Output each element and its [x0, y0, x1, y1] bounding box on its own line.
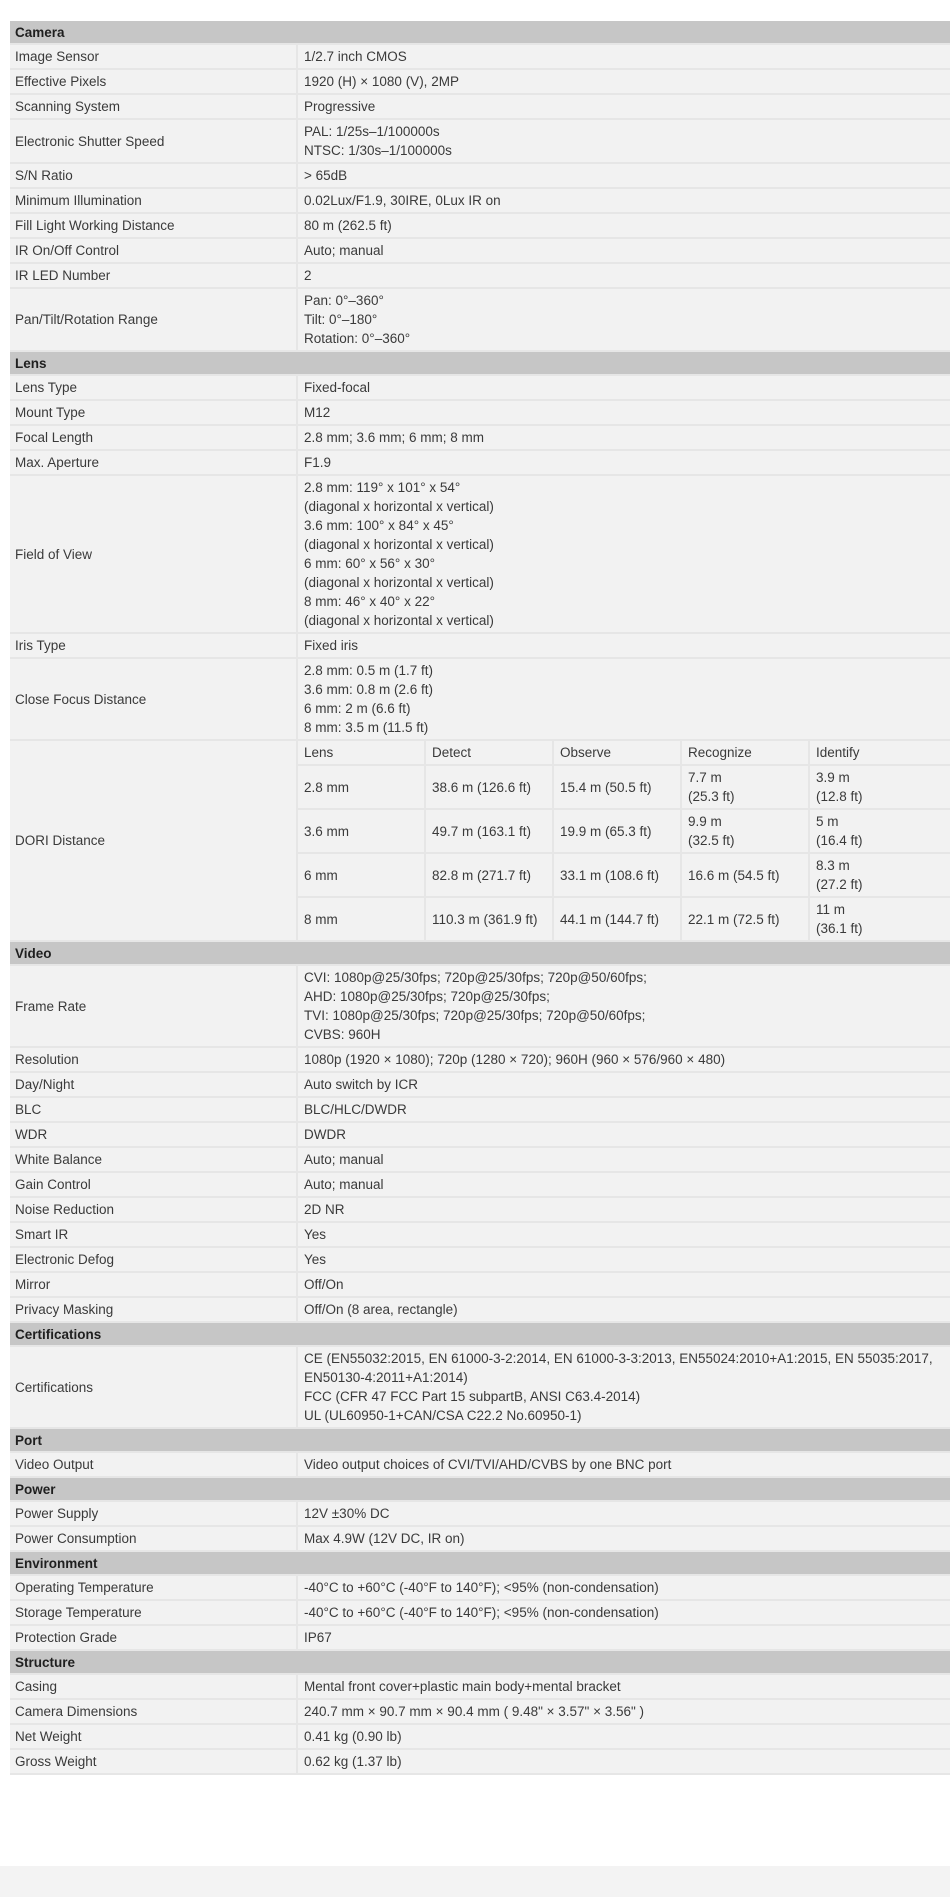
value-line: 8 mm — [304, 911, 338, 927]
spec-label: Protection Grade — [10, 1626, 298, 1649]
spec-row — [10, 1148, 950, 1173]
spec-row — [10, 659, 950, 741]
spec-label: Storage Temperature — [10, 1601, 298, 1624]
spec-value — [298, 1626, 950, 1649]
value-line: (16.4 ft) — [816, 833, 863, 848]
spec-value — [298, 634, 950, 657]
dori-cell — [682, 810, 810, 852]
section-header-lens: Lens — [10, 352, 950, 376]
value-line: 15.4 m (50.5 ft) — [560, 779, 652, 795]
value-line: -40°C to +60°C (-40°F to 140°F); <95% (non-condensation) — [304, 1605, 659, 1620]
dori-header — [298, 741, 950, 766]
spec-label: Net Weight — [10, 1725, 298, 1748]
spec-label: Operating Temperature — [10, 1576, 298, 1599]
value-line: Fixed-focal — [304, 380, 371, 395]
spec-label: Smart IR — [10, 1223, 298, 1246]
spec-row — [10, 120, 950, 164]
value-line: 3.6 mm — [304, 823, 350, 839]
value-line: Rotation: 0°–360° — [304, 331, 411, 346]
dori-header-cell — [810, 741, 950, 764]
spec-value — [298, 289, 950, 350]
value-line: 49.7 m (163.1 ft) — [432, 823, 532, 839]
spec-row — [10, 1700, 950, 1725]
value-line: 2.8 mm: 0.5 m (1.7 ft) — [304, 663, 434, 678]
spec-label: IR LED Number — [10, 264, 298, 287]
value-line: 9.9 m — [688, 814, 722, 829]
value-line: IP67 — [304, 1630, 332, 1645]
spec-label: Max. Aperture — [10, 451, 298, 474]
spec-value — [298, 659, 950, 739]
spec-label: Power Consumption — [10, 1527, 298, 1550]
spec-value — [298, 1073, 950, 1096]
dori-table-row — [298, 898, 950, 940]
spec-label: Camera Dimensions — [10, 1700, 298, 1723]
spec-label: Iris Type — [10, 634, 298, 657]
spec-row — [10, 1527, 950, 1552]
spec-label: Video Output — [10, 1453, 298, 1476]
dori-cell — [426, 810, 554, 852]
spec-row — [10, 164, 950, 189]
dori-header-cell — [426, 741, 554, 764]
spec-label: Image Sensor — [10, 45, 298, 68]
value-line: 1080p (1920 × 1080); 720p (1280 × 720); 960H (960 × 576/960 × 480) — [304, 1052, 726, 1067]
dori-table-row — [298, 854, 950, 898]
value-line: (12.8 ft) — [816, 789, 863, 804]
spec-value — [298, 1148, 950, 1171]
spec-value — [298, 1725, 950, 1748]
section-header-port: Port — [10, 1429, 950, 1453]
spec-label: Electronic Shutter Speed — [10, 120, 298, 162]
section-header-certifications: Certifications — [10, 1323, 950, 1347]
value-line: Mental front cover+plastic main body+mental bracket — [304, 1679, 621, 1694]
dori-cell — [298, 810, 426, 852]
value-line: Pan: 0°–360° — [304, 293, 384, 308]
spec-value — [298, 1223, 950, 1246]
dori-header-cell — [298, 741, 426, 764]
spec-value — [298, 1098, 950, 1121]
spec-label: Gain Control — [10, 1173, 298, 1196]
spec-row — [10, 1725, 950, 1750]
value-line: Auto switch by ICR — [304, 1077, 419, 1092]
spec-row — [10, 634, 950, 659]
spec-row — [10, 1453, 950, 1478]
dori-cell — [554, 854, 682, 896]
spec-row — [10, 1073, 950, 1098]
value-line: 82.8 m (271.7 ft) — [432, 867, 532, 883]
spec-row — [10, 1675, 950, 1700]
spec-label: Mount Type — [10, 401, 298, 424]
spec-value — [298, 476, 950, 632]
value-line: (diagonal x horizontal x vertical) — [304, 613, 494, 628]
dori-cell — [810, 766, 950, 808]
spec-label: Lens Type — [10, 376, 298, 399]
value-line: TVI: 1080p@25/30fps; 720p@25/30fps; 720p@50/60fps; — [304, 1008, 646, 1023]
spec-value — [298, 451, 950, 474]
value-line: (diagonal x horizontal x vertical) — [304, 499, 494, 514]
section-header-environment: Environment — [10, 1552, 950, 1576]
value-line: Off/On — [304, 1277, 344, 1292]
value-line: 0.41 kg (0.90 lb) — [304, 1729, 402, 1744]
value-line: 6 mm: 60° x 56° x 30° — [304, 556, 435, 571]
spec-label: Gross Weight — [10, 1750, 298, 1773]
value-line: 33.1 m (108.6 ft) — [560, 867, 660, 883]
spec-label: Effective Pixels — [10, 70, 298, 93]
value-line: 0.62 kg (1.37 lb) — [304, 1754, 402, 1769]
value-line: Auto; manual — [304, 243, 384, 258]
value-line: > 65dB — [304, 168, 348, 183]
dori-table — [298, 741, 950, 940]
value-line: (diagonal x horizontal x vertical) — [304, 537, 494, 552]
spec-label: Noise Reduction — [10, 1198, 298, 1221]
spec-value — [298, 1675, 950, 1698]
spec-value — [298, 1576, 950, 1599]
dori-cell — [426, 766, 554, 808]
spec-value — [298, 376, 950, 399]
value-line: 5 m — [816, 814, 839, 829]
spec-value — [298, 264, 950, 287]
spec-label: Privacy Masking — [10, 1298, 298, 1321]
spec-value — [298, 1273, 950, 1296]
spec-value — [298, 1123, 950, 1146]
value-line: BLC/HLC/DWDR — [304, 1102, 407, 1117]
spec-label: BLC — [10, 1098, 298, 1121]
spec-value — [298, 1298, 950, 1321]
value-line: 8 mm: 46° x 40° x 22° — [304, 594, 435, 609]
value-line: 0.02Lux/F1.9, 30IRE, 0Lux IR on — [304, 193, 501, 208]
value-line: 2 — [304, 268, 312, 283]
value-line: 19.9 m (65.3 ft) — [560, 823, 652, 839]
spec-label: Focal Length — [10, 426, 298, 449]
spec-row — [10, 189, 950, 214]
spec-row — [10, 1048, 950, 1073]
spec-row — [10, 1298, 950, 1323]
value-line: EN50130-4:2011+A1:2014) — [304, 1370, 468, 1385]
dori-cell — [554, 766, 682, 808]
value-line: Auto; manual — [304, 1177, 384, 1192]
spec-value — [298, 1502, 950, 1525]
spec-row — [10, 45, 950, 70]
dori-cell — [810, 898, 950, 940]
section-header-camera: Camera — [10, 21, 950, 45]
value-line: 2.8 mm: 119° x 101° x 54° — [304, 480, 461, 495]
spec-label: Power Supply — [10, 1502, 298, 1525]
spec-value — [298, 214, 950, 237]
spec-label: Certifications — [10, 1347, 298, 1427]
spec-value — [298, 70, 950, 93]
value-line: 80 m (262.5 ft) — [304, 218, 392, 233]
value-line: 44.1 m (144.7 ft) — [560, 911, 660, 927]
value-line: Observe — [560, 745, 612, 760]
spec-label: S/N Ratio — [10, 164, 298, 187]
value-line: CVI: 1080p@25/30fps; 720p@25/30fps; 720p@50/60fps; — [304, 970, 647, 985]
value-line: FCC (CFR 47 FCC Part 15 subpartB, ANSI C63.4-2014) — [304, 1389, 641, 1404]
value-line: Recognize — [688, 745, 752, 760]
spec-label: Casing — [10, 1675, 298, 1698]
value-line: DWDR — [304, 1127, 346, 1142]
value-line: Identify — [816, 745, 860, 760]
value-line: 12V ±30% DC — [304, 1506, 390, 1521]
spec-row — [10, 1098, 950, 1123]
value-line: F1.9 — [304, 455, 332, 470]
dori-cell — [554, 810, 682, 852]
value-line: 110.3 m (361.9 ft) — [432, 911, 538, 927]
value-line: 8 mm: 3.5 m (11.5 ft) — [304, 720, 429, 735]
spec-row — [10, 1626, 950, 1651]
spec-row — [10, 1750, 950, 1775]
spec-label: Resolution — [10, 1048, 298, 1071]
spec-value — [298, 401, 950, 424]
spec-value — [298, 1347, 950, 1427]
dori-cell — [426, 898, 554, 940]
value-line: PAL: 1/25s–1/100000s — [304, 124, 440, 139]
spec-label: Pan/Tilt/Rotation Range — [10, 289, 298, 350]
spec-row — [10, 1576, 950, 1601]
spec-label: Day/Night — [10, 1073, 298, 1096]
spec-label: Frame Rate — [10, 966, 298, 1046]
dori-header-cell — [682, 741, 810, 764]
spec-value — [298, 45, 950, 68]
dori-cell — [554, 898, 682, 940]
section-header-power: Power — [10, 1478, 950, 1502]
spec-label: White Balance — [10, 1148, 298, 1171]
value-line: AHD: 1080p@25/30fps; 720p@25/30fps; — [304, 989, 550, 1004]
value-line: 16.6 m (54.5 ft) — [688, 867, 780, 883]
spec-row — [10, 966, 950, 1048]
spec-row — [10, 376, 950, 401]
section-header-structure: Structure — [10, 1651, 950, 1675]
spec-row — [10, 451, 950, 476]
spec-row — [10, 476, 950, 634]
spec-row — [10, 401, 950, 426]
dori-cell — [682, 854, 810, 896]
value-line: 240.7 mm × 90.7 mm × 90.4 mm ( 9.48" × 3.57" × 3.56" ) — [304, 1704, 645, 1719]
spec-label: DORI Distance — [10, 741, 298, 940]
value-line: Progressive — [304, 99, 376, 114]
spec-value — [298, 1527, 950, 1550]
value-line: CVBS: 960H — [304, 1027, 381, 1042]
spec-row — [10, 1223, 950, 1248]
spec-row — [10, 1248, 950, 1273]
spec-value — [298, 189, 950, 212]
value-line: (27.2 ft) — [816, 877, 863, 892]
spec-label: Close Focus Distance — [10, 659, 298, 739]
value-line: 38.6 m (126.6 ft) — [432, 779, 532, 795]
spec-value — [298, 1048, 950, 1071]
value-line: (25.3 ft) — [688, 789, 735, 804]
value-line: CE (EN55032:2015, EN 61000-3-2:2014, EN 61000-3-3:2013, EN55024:2010+A1:2015, EN 55035:2017, — [304, 1351, 933, 1366]
spec-row — [10, 214, 950, 239]
spec-label: Fill Light Working Distance — [10, 214, 298, 237]
dori-cell — [298, 766, 426, 808]
spec-value — [298, 1750, 950, 1773]
value-line: 2.8 mm — [304, 779, 350, 795]
value-line: Yes — [304, 1252, 327, 1267]
value-line: 2D NR — [304, 1202, 345, 1217]
value-line: 2.8 mm; 3.6 mm; 6 mm; 8 mm — [304, 430, 485, 445]
value-line: 3.9 m — [816, 770, 850, 785]
value-line: Lens — [304, 745, 334, 760]
spec-value — [298, 239, 950, 262]
value-line: (32.5 ft) — [688, 833, 735, 848]
spec-value — [298, 1173, 950, 1196]
value-line: M12 — [304, 405, 331, 420]
spec-value — [298, 966, 950, 1046]
value-line: NTSC: 1/30s–1/100000s — [304, 143, 452, 158]
spec-value — [298, 1248, 950, 1271]
spec-row — [10, 1198, 950, 1223]
value-line: Tilt: 0°–180° — [304, 312, 378, 327]
spec-row — [10, 70, 950, 95]
dori-table-row — [298, 766, 950, 810]
value-line: 3.6 mm: 100° x 84° x 45° — [304, 518, 454, 533]
value-line: Yes — [304, 1227, 327, 1242]
spec-value — [298, 164, 950, 187]
spec-row — [10, 1601, 950, 1626]
spec-row — [10, 1123, 950, 1148]
value-line: 6 mm — [304, 867, 338, 883]
dori-row — [10, 741, 950, 942]
value-line: Detect — [432, 745, 472, 760]
spec-value — [298, 95, 950, 118]
spec-value — [298, 1198, 950, 1221]
spec-value — [298, 120, 950, 162]
spec-label: Scanning System — [10, 95, 298, 118]
spec-value — [298, 426, 950, 449]
value-line: 1/2.7 inch CMOS — [304, 49, 407, 64]
dori-header-cell — [554, 741, 682, 764]
value-line: 7.7 m — [688, 770, 722, 785]
spec-row — [10, 289, 950, 352]
spec-label: Field of View — [10, 476, 298, 632]
dori-cell — [298, 898, 426, 940]
spec-row — [10, 1347, 950, 1429]
section-header-video: Video — [10, 942, 950, 966]
spec-row — [10, 1173, 950, 1198]
spec-label: Mirror — [10, 1273, 298, 1296]
dori-cell — [682, 766, 810, 808]
spec-value — [298, 1453, 950, 1476]
dori-cell — [682, 898, 810, 940]
value-line: 8.3 m — [816, 858, 850, 873]
value-line: (diagonal x horizontal x vertical) — [304, 575, 494, 590]
spec-row — [10, 239, 950, 264]
value-line: 11 m — [816, 902, 846, 917]
value-line: Max 4.9W (12V DC, IR on) — [304, 1531, 465, 1546]
spec-label: Minimum Illumination — [10, 189, 298, 212]
value-line: -40°C to +60°C (-40°F to 140°F); <95% (non-condensation) — [304, 1580, 659, 1595]
spec-label: IR On/Off Control — [10, 239, 298, 262]
spec-value — [298, 1601, 950, 1624]
value-line: UL (UL60950-1+CAN/CSA C22.2 No.60950-1) — [304, 1408, 582, 1423]
value-line: 6 mm: 2 m (6.6 ft) — [304, 701, 411, 716]
dori-cell — [298, 854, 426, 896]
spec-label: WDR — [10, 1123, 298, 1146]
spec-table — [10, 21, 950, 1775]
dori-cell — [426, 854, 554, 896]
value-line: Fixed iris — [304, 638, 359, 653]
dori-cell — [810, 810, 950, 852]
spec-row — [10, 264, 950, 289]
dori-cell — [810, 854, 950, 896]
spec-label: Electronic Defog — [10, 1248, 298, 1271]
value-line: Off/On (8 area, rectangle) — [304, 1302, 458, 1317]
value-line: Video output choices of CVI/TVI/AHD/CVBS by one BNC port — [304, 1457, 672, 1472]
spec-row — [10, 1502, 950, 1527]
spec-row — [10, 426, 950, 451]
dori-table-row — [298, 810, 950, 854]
value-line: 1920 (H) × 1080 (V), 2MP — [304, 74, 459, 89]
spec-row — [10, 95, 950, 120]
spec-row — [10, 1273, 950, 1298]
value-line: 22.1 m (72.5 ft) — [688, 911, 780, 927]
value-line: Auto; manual — [304, 1152, 384, 1167]
spec-value — [298, 1700, 950, 1723]
value-line: (36.1 ft) — [816, 921, 863, 936]
value-line: 3.6 mm: 0.8 m (2.6 ft) — [304, 682, 434, 697]
footer-band — [0, 1866, 950, 1897]
